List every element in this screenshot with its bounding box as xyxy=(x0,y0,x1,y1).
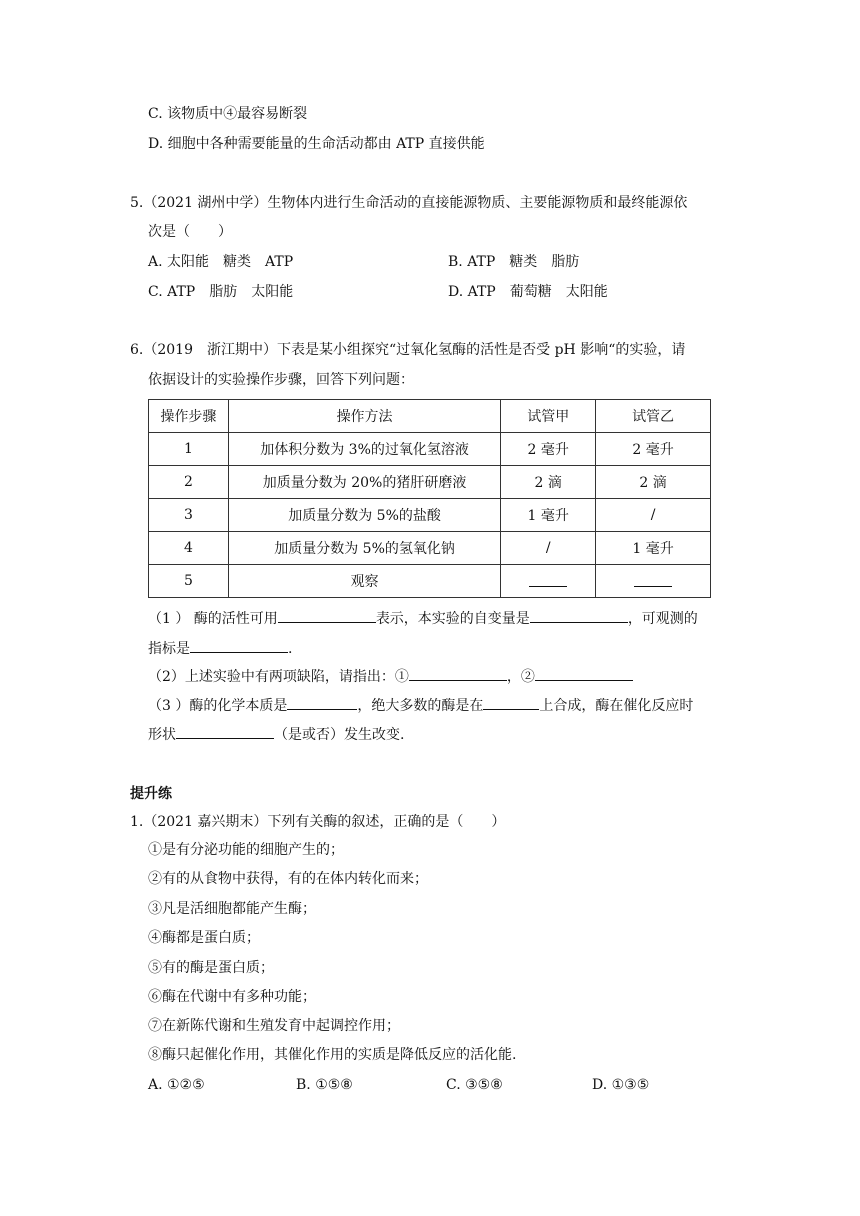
p1-statement: ④酶都是蛋白质； xyxy=(148,930,260,946)
table-cell: 3 xyxy=(149,499,229,532)
table-header: 试管乙 xyxy=(596,400,711,433)
table-row xyxy=(149,499,711,532)
q5-option-d: D. ATP 葡萄糖 太阳能 xyxy=(448,284,608,300)
p1-option-c: C. ③⑤⑧ xyxy=(446,1077,503,1093)
q6-sub3-line1 xyxy=(148,693,693,716)
q5-option-b: B. ATP 糖类 脂肪 xyxy=(448,254,580,270)
q6-sub1-text: . xyxy=(288,641,293,657)
q6-sub1-text: 表示，本实验的自变量是 xyxy=(375,611,530,627)
answer-blank[interactable] xyxy=(483,693,539,710)
q6-stem-line1: 6.（2019 浙江期中）下表是某小组探究“过氧化氢酶的活性是否受 pH 影响“的实验，请 xyxy=(130,342,686,358)
q5-stem-line2: 次是（ ） xyxy=(148,224,232,240)
table-cell: 2 毫升 xyxy=(501,433,596,466)
answer-blank[interactable] xyxy=(530,606,628,623)
q6-sub3-text: 上合成，酶在催化反应时 xyxy=(539,698,694,714)
table-row xyxy=(149,532,711,565)
table-cell: 2 滴 xyxy=(501,466,596,499)
q5-option-a: A. 太阳能 糖类 ATP xyxy=(148,254,294,270)
answer-blank[interactable] xyxy=(535,664,633,681)
q6-sub3-text: 形状 xyxy=(148,727,176,743)
q6-sub3-text: （是或否）发生改变. xyxy=(274,727,405,743)
p1-stem: 1.（2021 嘉兴期末）下列有关酶的叙述，正确的是（ ） xyxy=(130,814,506,830)
table-cell: / xyxy=(501,532,596,565)
p1-option-b: B. ①⑤⑧ xyxy=(296,1077,353,1093)
q6-stem-line2: 依据设计的实验操作步骤，回答下列问题： xyxy=(148,372,414,388)
q6-sub1-text: 指标是 xyxy=(148,641,190,657)
table-cell: 2 毫升 xyxy=(596,433,711,466)
table-cell-blank[interactable] xyxy=(596,565,711,598)
answer-blank[interactable] xyxy=(176,722,274,739)
p1-statement: ⑤有的酶是蛋白质； xyxy=(148,960,274,976)
table-cell: 1 毫升 xyxy=(501,499,596,532)
table-row xyxy=(149,466,711,499)
experiment-table xyxy=(148,399,711,598)
q6-sub1-text: （1 ） 酶的活性可用 xyxy=(148,611,278,627)
table-cell: 加质量分数为 20%的猪肝研磨液 xyxy=(228,466,500,499)
p1-option-d: D. ①③⑤ xyxy=(592,1077,650,1093)
table-row xyxy=(149,433,711,466)
table-cell: 5 xyxy=(149,565,229,598)
q6-sub1-text: ，可观测的 xyxy=(627,611,698,627)
q5-stem-line1: 5.（2021 湖州中学）生物体内进行生命活动的直接能源物质、主要能源物质和最终能源依 xyxy=(130,195,688,211)
answer-blank[interactable] xyxy=(190,636,288,653)
q6-sub3-text: （3 ）酶的化学本质是 xyxy=(148,698,288,714)
table-header: 操作方法 xyxy=(228,400,500,433)
q4-option-d: D. 细胞中各种需要能量的生命活动都由 ATP 直接供能 xyxy=(148,136,485,152)
q6-sub1-line1 xyxy=(148,606,698,629)
table-cell-blank[interactable] xyxy=(501,565,596,598)
table-cell: 2 滴 xyxy=(596,466,711,499)
section-title: 提升练 xyxy=(130,786,172,802)
table-cell: 1 毫升 xyxy=(596,532,711,565)
answer-blank[interactable] xyxy=(287,693,357,710)
table-cell: 加体积分数为 3%的过氧化氢溶液 xyxy=(228,433,500,466)
q6-sub3-line2 xyxy=(148,722,404,745)
q6-sub1-line2 xyxy=(148,636,292,659)
table-cell: 4 xyxy=(149,532,229,565)
answer-blank[interactable] xyxy=(409,664,507,681)
answer-blank[interactable] xyxy=(278,606,376,623)
q6-sub2-line xyxy=(148,664,633,687)
p1-statement: ①是有分泌功能的细胞产生的； xyxy=(148,842,344,858)
q4-option-c: C. 该物质中④最容易断裂 xyxy=(148,106,308,122)
table-cell: 观察 xyxy=(228,565,500,598)
table-header-row xyxy=(149,400,711,433)
answer-blank[interactable] xyxy=(529,572,567,587)
p1-statement: ②有的从食物中获得，有的在体内转化而来； xyxy=(148,871,428,887)
table-header: 试管甲 xyxy=(501,400,596,433)
q6-sub3-text: ，绝大多数的酶是在 xyxy=(357,698,484,714)
table-cell: 加质量分数为 5%的氢氧化钠 xyxy=(228,532,500,565)
p1-option-a: A. ①②⑤ xyxy=(148,1077,205,1093)
table-cell: 2 xyxy=(149,466,229,499)
q6-sub2-text: （2）上述实验中有两项缺陷，请指出：① xyxy=(148,669,409,685)
p1-statement: ⑥酶在代谢中有多种功能； xyxy=(148,989,316,1005)
q6-sub2-text: ，② xyxy=(506,669,535,685)
p1-statement: ⑧酶只起催化作用，其催化作用的实质是降低反应的活化能. xyxy=(148,1047,517,1063)
table-cell: 1 xyxy=(149,433,229,466)
answer-blank[interactable] xyxy=(634,572,672,587)
table-cell: 加质量分数为 5%的盐酸 xyxy=(228,499,500,532)
table-header: 操作步骤 xyxy=(149,400,229,433)
p1-statement: ③凡是活细胞都能产生酶； xyxy=(148,901,316,917)
p1-statement: ⑦在新陈代谢和生殖发育中起调控作用； xyxy=(148,1018,400,1034)
table-row xyxy=(149,565,711,598)
q5-option-c: C. ATP 脂肪 太阳能 xyxy=(148,284,294,300)
table-cell: / xyxy=(596,499,711,532)
